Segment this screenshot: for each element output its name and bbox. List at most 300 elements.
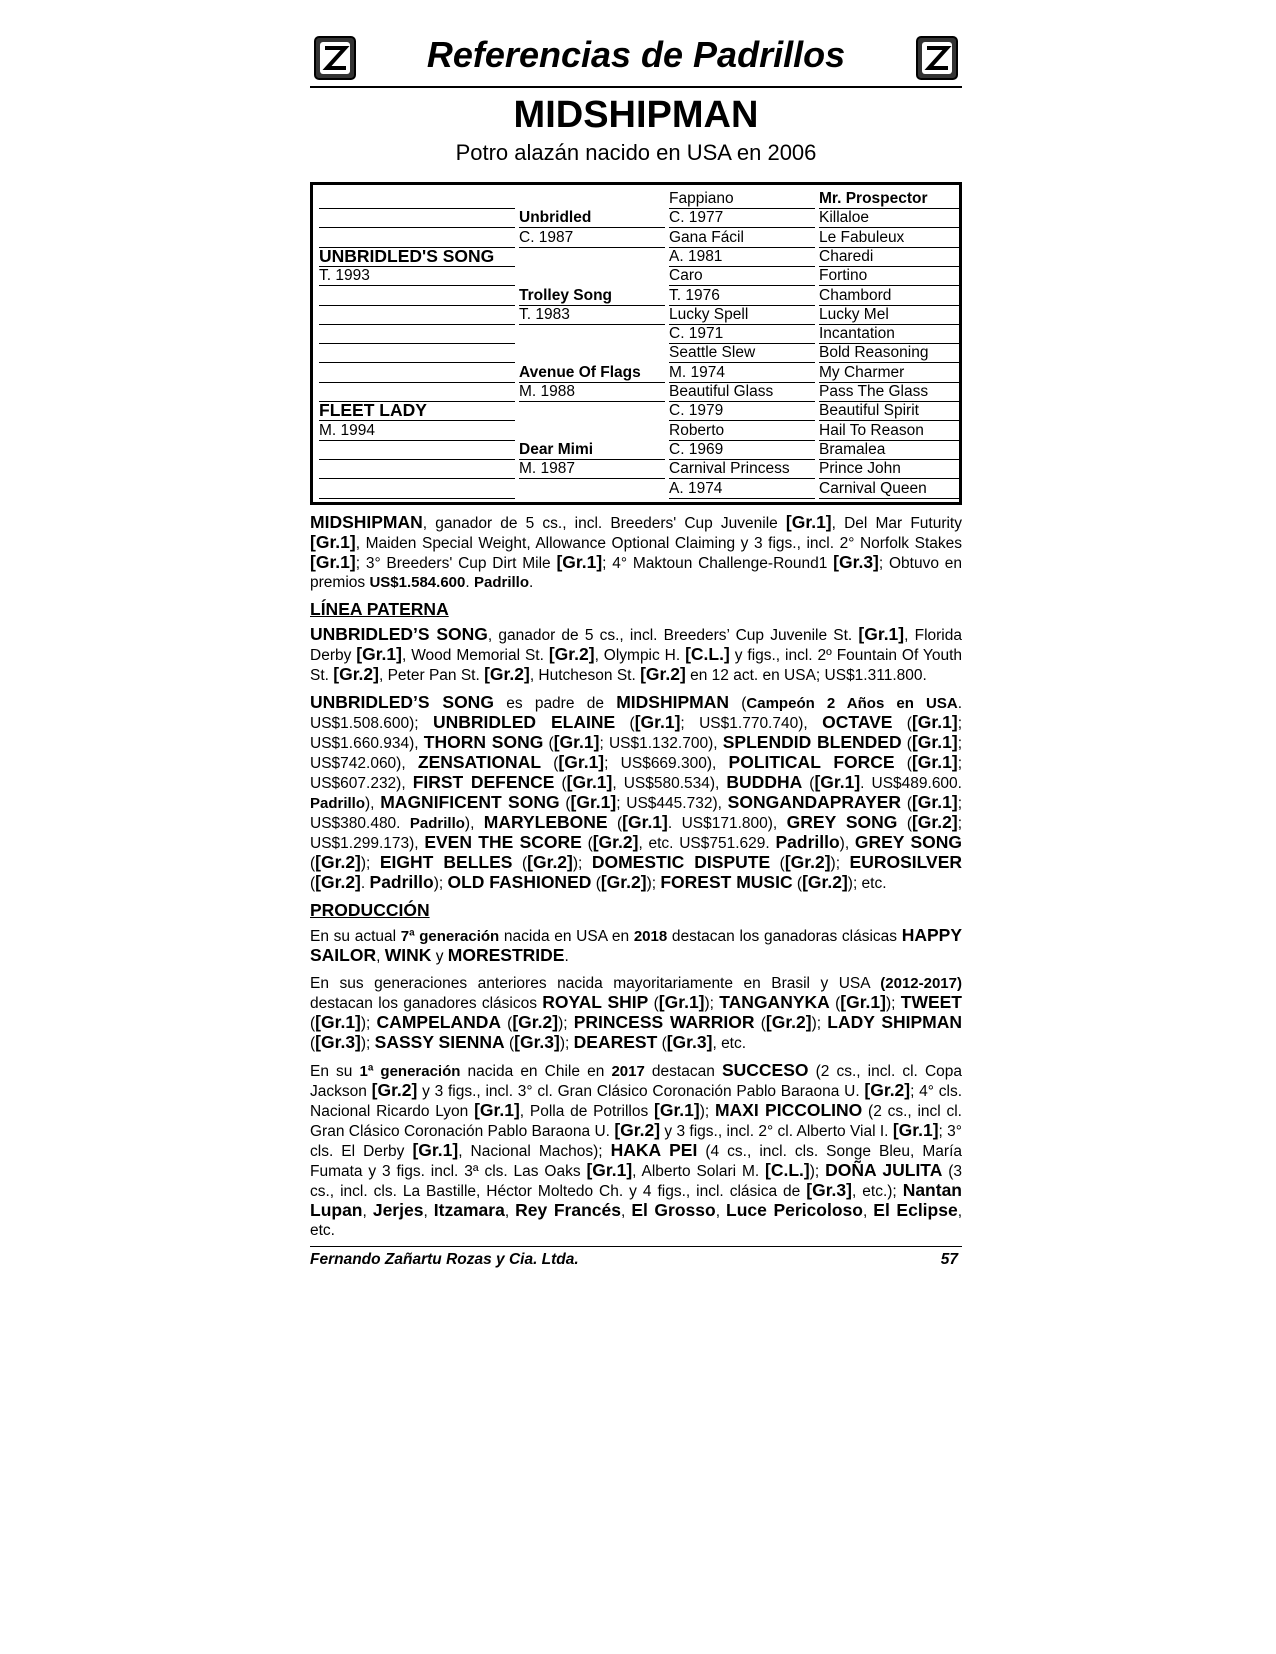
pedigree-cell: Pass The Glass [819, 382, 959, 402]
highlight-text: TWEET [900, 992, 962, 1012]
body-text: ( [310, 1015, 316, 1032]
pedigree-cell: C. 1971 [669, 324, 815, 344]
highlight-text: [Gr.1] [622, 812, 668, 832]
body-text: ), [464, 815, 484, 832]
body-text: , etc.); [851, 1183, 903, 1200]
body-text: . US$489.600. [860, 775, 962, 792]
pedigree-cell: Beautiful Glass [669, 382, 815, 402]
grade-label: [Gr.2] [333, 664, 379, 684]
pedigree-cell: Fappiano [669, 189, 815, 209]
body-text: ), [365, 795, 381, 812]
highlight-text: ROYAL SHIP [542, 992, 649, 1012]
body-text: (2 cs., incl. cl. Copa Jackson [310, 1063, 963, 1100]
pedigree-cell: Carnival Princess [669, 459, 815, 479]
highlight-text: [Gr.2] [765, 1012, 812, 1032]
sire-name: UNBRIDLED’S SONG [310, 624, 488, 644]
highlight-text: GREY SONG [854, 832, 962, 852]
pedigree-cell [319, 305, 515, 325]
grade-label: [Gr.3] [833, 552, 879, 572]
body-text: , [362, 1203, 373, 1220]
record-paragraph [310, 513, 962, 592]
body-text: ); [558, 1015, 574, 1032]
body-text: ; US$669.300), [604, 755, 729, 772]
pedigree-cell: T. 1993 [319, 266, 515, 286]
body-text: ); [572, 855, 592, 872]
highlight-text: TANGANYKA [719, 992, 830, 1012]
pedigree-cell [519, 247, 665, 266]
body-text: ); [433, 875, 448, 892]
body-text: y [431, 948, 448, 965]
body-text: ); [360, 1035, 375, 1052]
pedigree-cell: Trolley Song [519, 286, 665, 306]
body-text: , [376, 948, 385, 965]
highlight-text: MAXI PICCOLINO [714, 1100, 863, 1120]
body-text: ( [554, 775, 567, 792]
production-paragraph-1 [310, 926, 962, 966]
pedigree-cell: M. 1994 [319, 421, 515, 441]
pedigree-cell: Incantation [819, 324, 959, 344]
pedigree-cell [519, 324, 665, 343]
bold-text: 1ª generación [359, 1063, 461, 1080]
highlight-text: Rey Francés [515, 1200, 621, 1220]
pedigree-cell: Lucky Spell [669, 305, 815, 325]
body-text: , [715, 1203, 727, 1220]
grade-label: [Gr.1] [785, 512, 832, 532]
highlight-text: MARYLEBONE [483, 812, 608, 832]
pedigree-cell: Fortino [819, 266, 959, 286]
highlight-text: [Gr.2] [614, 1120, 661, 1140]
highlight-text: Luce Pericoloso [726, 1200, 863, 1220]
body-text: ( [770, 855, 785, 872]
highlight-text: HAPPY SAILOR [310, 925, 963, 965]
body-text: ); [699, 1103, 715, 1120]
pedigree-cell: C. 1987 [519, 228, 665, 248]
body-text: ( [512, 855, 528, 872]
body-text: ); [811, 1015, 828, 1032]
footer-company: Fernando Zañartu Rozas y Cia. Ltda. [310, 1251, 579, 1268]
body-text: y 3 figs., incl. 2° cl. Alberto Vial I. [660, 1123, 893, 1140]
highlight-text: [Gr.1] [412, 1140, 459, 1160]
section-linea-paterna: LÍNEA PATERNA [310, 599, 449, 619]
body-text: ; US$1.299.173), [310, 815, 963, 852]
grade-label: [Gr.1] [356, 644, 402, 664]
body-text: , etc. [712, 1035, 747, 1052]
body-text: , Alberto Solari M. [632, 1163, 766, 1180]
pedigree-cell: Mr. Prospector [819, 189, 959, 209]
body-text: ( [729, 695, 747, 712]
body-text: ; US$1.132.700), [599, 735, 723, 752]
body-text: ( [894, 755, 912, 772]
grade-label: [Gr.1] [310, 552, 356, 572]
highlight-text: SUCCESO [721, 1060, 809, 1080]
highlight-text: BUDDHA [726, 772, 803, 792]
pedigree-cell: Roberto [669, 421, 815, 441]
pedigree-cell [519, 401, 665, 420]
sire-paragraph [310, 625, 962, 685]
highlight-text: Padrillo [369, 872, 434, 892]
highlight-text: MORESTRIDE [447, 945, 565, 965]
pedigree-cell [319, 363, 515, 383]
pedigree-cell [319, 343, 515, 363]
pedigree-row [319, 208, 955, 227]
body-text: . [360, 875, 370, 892]
body-text: ( [541, 755, 559, 772]
sire-text: en 12 act. en USA; US$1.311.800. [685, 667, 927, 684]
highlight-text: [Gr.3] [514, 1032, 560, 1052]
pedigree-cell: Beautiful Spirit [819, 401, 959, 421]
bold-text: 7ª generación [400, 928, 500, 945]
highlight-text: OLD FASHIONED [447, 872, 592, 892]
record-text: , Del Mar Futurity [831, 515, 962, 532]
highlight-text: [Gr.1] [911, 752, 958, 772]
highlight-text: [Gr.1] [570, 792, 617, 812]
body-text: ; US$742.060), [310, 735, 963, 772]
pedigree-cell: Lucky Mel [819, 305, 959, 325]
highlight-text: MAGNIFICENT SONG [380, 792, 560, 812]
body-text: ); [830, 855, 850, 872]
main-text [310, 513, 962, 1240]
highlight-text: El Eclipse [873, 1200, 958, 1220]
highlight-text: [Gr.1] [586, 1160, 633, 1180]
highlight-text: [Gr.2] [315, 872, 361, 892]
body-text: (3 cs., incl. cls. La Bastille, Héctor Moltedo Ch. y 4 figs., incl. clásica de [310, 1163, 962, 1200]
body-text: ); [704, 995, 720, 1012]
highlight-text: [Gr.3] [666, 1032, 713, 1052]
body-text: , etc. [310, 1203, 963, 1239]
highlight-text: [Gr.1] [558, 752, 605, 772]
highlight-text: [Gr.1] [566, 772, 613, 792]
body-text: . [564, 948, 569, 965]
pedigree-cell: Bold Reasoning [819, 343, 959, 363]
pedigree-row [319, 363, 955, 382]
pedigree-cell [519, 421, 665, 440]
page [310, 30, 962, 1248]
highlight-text: EVEN THE SCORE [424, 832, 582, 852]
grade-label: [Gr.1] [310, 532, 356, 552]
body-text: nacida en Chile en [460, 1063, 612, 1080]
page-footer [310, 1246, 962, 1269]
pedigree-cell: M. 1974 [669, 363, 815, 383]
highlight-text: POLITICAL FORCE [728, 752, 895, 772]
sire-text: , ganador de 5 cs., incl. Breeders’ Cup Juvenile St. [487, 627, 859, 644]
body-text: En su actual [310, 928, 401, 945]
body-text: En su [310, 1063, 360, 1080]
bold-text: (2012-2017) [880, 975, 962, 992]
body-text: , [504, 1203, 516, 1220]
bold-text: 2017 [611, 1063, 645, 1080]
highlight-text: [Gr.1] [814, 772, 861, 792]
pedigree-cell: Unbridled [519, 208, 665, 228]
pedigree-cell [319, 324, 515, 344]
highlight-text: Itzamara [433, 1200, 505, 1220]
highlight-text: [Gr.2] [371, 1080, 418, 1100]
highlight-text: [Gr.2] [527, 852, 573, 872]
body-text: ( [802, 775, 815, 792]
highlight-text: Nantan Lupan [310, 1180, 962, 1220]
body-text: ( [829, 995, 841, 1012]
body-text: , US$580.534), [612, 775, 727, 792]
body-text: ( [615, 715, 635, 732]
record-text: ; Obtuvo en premios [310, 555, 963, 591]
pedigree-cell [319, 479, 515, 499]
record-text: , ganador de 5 cs., incl. Breeders' Cup Juvenile [422, 515, 786, 532]
body-text: ; 4° cls. Nacional Ricardo Lyon [310, 1083, 963, 1120]
pedigree-row [319, 286, 955, 305]
pedigree-cell [319, 440, 515, 460]
highlight-text: [Gr.2] [600, 872, 647, 892]
grade-label: [Gr.2] [640, 664, 686, 684]
record-text: . [529, 574, 534, 591]
pedigree-cell [519, 266, 665, 285]
highlight-text: WINK [384, 945, 432, 965]
body-text: ( [581, 835, 593, 852]
grade-label: [C.L.] [685, 644, 730, 664]
body-text: es padre de [493, 695, 617, 712]
body-text: En sus generaciones anteriores nacida mayoritariamente en Brasil y USA [310, 975, 881, 992]
highlight-text: [Gr.2] [864, 1080, 911, 1100]
body-text: (4 cs., incl. cls. Songe Bleu, María Fumata y 3 figs. incl. 3ª cls. Las Oaks [310, 1143, 963, 1180]
pedigree-cell [519, 343, 665, 362]
body-text: ( [310, 1035, 316, 1052]
body-text: ( [543, 735, 554, 752]
highlight-text: FIRST DEFENCE [412, 772, 555, 792]
body-text: ( [504, 1035, 515, 1052]
body-text: ( [591, 875, 601, 892]
highlight-text: [Gr.1] [892, 1120, 939, 1140]
highlight-text: [Gr.1] [654, 1100, 700, 1120]
body-text: ( [648, 995, 659, 1012]
highlight-text: UNBRIDLED ELAINE [432, 712, 616, 732]
pedigree-row [319, 479, 955, 498]
pedigree-cell: Bramalea [819, 440, 959, 460]
highlight-text: Padrillo [775, 832, 840, 852]
pedigree-cell: Le Fabuleux [819, 228, 959, 248]
body-text: ( [559, 795, 571, 812]
body-text: ); [809, 1163, 826, 1180]
grade-label: [Gr.2] [548, 644, 595, 664]
body-text: (2 cs., incl cl. Gran Clásico Coronación Pablo Baraona U. [310, 1103, 962, 1140]
sire-text: y figs., incl. 2º Fountain Of Youth St. [310, 647, 963, 684]
highlight-text: SASSY SIENNA [374, 1032, 505, 1052]
grade-label: [Gr.1] [556, 552, 603, 572]
body-text: ), [839, 835, 855, 852]
body-text: ( [901, 795, 912, 812]
sire-text: , Hutcheson St. [529, 667, 641, 684]
pedigree-row [319, 324, 955, 343]
body-text: ; US$1.770.740), [680, 715, 823, 732]
pedigree-cell: Killaloe [819, 208, 959, 228]
pedigree-cell: Avenue Of Flags [519, 363, 665, 383]
pedigree-row [319, 266, 955, 285]
body-text: ; 3° cls. El Derby [310, 1123, 962, 1160]
padrillo-label: Padrillo [473, 574, 529, 591]
grade-label: [Gr.1] [858, 624, 905, 644]
body-text: ( [901, 735, 912, 752]
body-text: , Polla de Potrillos [519, 1103, 654, 1120]
pedigree-cell: T. 1976 [669, 286, 815, 306]
body-text: ); [646, 875, 661, 892]
highlight-text: SPLENDID BLENDED [722, 732, 902, 752]
header-title: Referencias de Padrillos [426, 34, 846, 75]
pedigree-row [319, 421, 955, 440]
pedigree-cell: FLEET LADY [319, 401, 515, 421]
pedigree-cell: Dear Mimi [519, 440, 665, 460]
page-number: 57 [940, 1251, 958, 1268]
pedigree-cell: Charedi [819, 247, 959, 267]
horse-subtitle: Potro alazán nacido en USA en 2006 [455, 140, 817, 165]
pedigree-cell [319, 208, 515, 228]
bold-text: 2018 [633, 928, 668, 945]
body-text: ( [607, 815, 623, 832]
pedigree-cell: Gana Fácil [669, 228, 815, 248]
bold-text: Padrillo [409, 815, 465, 832]
highlight-text: EUROSILVER [849, 852, 962, 872]
highlight-text: [Gr.1] [911, 792, 958, 812]
body-text: ); [885, 995, 901, 1012]
section-produccion: PRODUCCIÓN [310, 900, 430, 920]
highlight-text: MIDSHIPMAN [616, 692, 729, 712]
pedigree-cell: T. 1983 [519, 305, 665, 325]
body-text: ; US$445.732), [616, 795, 728, 812]
body-text: ( [792, 875, 803, 892]
highlight-text: SONGANDAPRAYER [727, 792, 902, 812]
highlight-text: FOREST MUSIC [660, 872, 793, 892]
body-text: ( [754, 1015, 766, 1032]
pedigree-cell: C. 1977 [669, 208, 815, 228]
pedigree-cell: Caro [669, 266, 815, 286]
highlight-text: [Gr.2] [784, 852, 831, 872]
pedigree-cell: Prince John [819, 459, 959, 479]
pedigree-cell [319, 189, 515, 209]
highlight-text: [Gr.1] [474, 1100, 520, 1120]
highlight-text: UNBRIDLED’S SONG [310, 692, 494, 712]
body-text: , etc. US$751.629. [638, 835, 776, 852]
horse-name-inline: MIDSHIPMAN [310, 512, 423, 532]
highlight-text: DEAREST [573, 1032, 658, 1052]
body-text: . US$1.508.600); [310, 695, 963, 732]
highlight-text: [Gr.1] [634, 712, 681, 732]
body-text: ); [360, 855, 380, 872]
highlight-text: CAMPELANDA [376, 1012, 501, 1032]
highlight-text: GREY SONG [786, 812, 898, 832]
pedigree-cell [319, 228, 515, 248]
bold-text: Campeón 2 Años en USA [746, 695, 958, 712]
highlight-text: THORN SONG [423, 732, 544, 752]
highlight-text: [Gr.2] [592, 832, 639, 852]
pedigree-cell: C. 1969 [669, 440, 815, 460]
body-text: , [620, 1203, 632, 1220]
highlight-text: [Gr.1] [658, 992, 705, 1012]
body-text: ( [657, 1035, 667, 1052]
page-header [310, 30, 962, 88]
highlight-text: [Gr.1] [911, 712, 958, 732]
pedigree-table [310, 182, 962, 505]
body-text: ( [310, 875, 316, 892]
pedigree-row [319, 459, 955, 478]
pedigree-cell [319, 286, 515, 306]
body-text: destacan los ganadores clásicos [310, 995, 543, 1012]
sire-text: , Florida Derby [310, 627, 962, 664]
pedigree-row [319, 247, 955, 266]
highlight-text: [Gr.2] [512, 1012, 559, 1032]
sire-text: , Peter Pan St. [378, 667, 485, 684]
body-text: , Nacional Machos); [458, 1143, 611, 1160]
body-text: y 3 figs., incl. 3° cl. Gran Clásico Coronación Pablo Baraona U. [417, 1083, 865, 1100]
earnings: US$1.584.600 [369, 574, 466, 591]
pedigree-row [319, 189, 955, 208]
pedigree-cell: A. 1981 [669, 247, 815, 267]
body-text: ); [559, 1035, 574, 1052]
sire-text: , Olympic H. [594, 647, 686, 664]
body-text: nacida en USA en [499, 928, 634, 945]
body-text: ; US$380.480. [310, 795, 963, 832]
pedigree-row [319, 440, 955, 459]
highlight-text: ZENSATIONAL [417, 752, 542, 772]
body-text: ); [360, 1015, 377, 1032]
pedigree-cell: A. 1974 [669, 479, 815, 499]
pedigree-row [319, 401, 955, 420]
highlight-text: [C.L.] [765, 1160, 810, 1180]
pedigree-cell: Carnival Queen [819, 479, 959, 499]
progeny-paragraph [310, 693, 962, 893]
pedigree-cell: UNBRIDLED'S SONG [319, 247, 515, 267]
body-text: destacan los ganadoras clásicas [667, 928, 902, 945]
pedigree-cell: M. 1988 [519, 382, 665, 402]
pedigree-cell: Chambord [819, 286, 959, 306]
highlight-text: EIGHT BELLES [379, 852, 513, 872]
body-text: ); etc. [847, 875, 887, 892]
bold-text: Padrillo [310, 795, 366, 812]
grade-label: [Gr.2] [484, 664, 530, 684]
record-text: ; 3° Breeders' Cup Dirt Mile [355, 555, 557, 572]
highlight-text: OCTAVE [822, 712, 893, 732]
highlight-text: HAKA PEI [610, 1140, 698, 1160]
highlight-text: DOMESTIC DISPUTE [591, 852, 771, 872]
body-text: ( [892, 715, 912, 732]
pedigree-row [319, 343, 955, 362]
body-text: ; US$607.232), [310, 755, 963, 792]
highlight-text: [Gr.2] [315, 852, 361, 872]
body-text: ; US$1.660.934), [310, 715, 963, 752]
body-text: ( [897, 815, 912, 832]
horse-name: MIDSHIPMAN [513, 94, 759, 136]
pedigree-cell: C. 1979 [669, 401, 815, 421]
pedigree-cell: My Charmer [819, 363, 959, 383]
highlight-text: [Gr.3] [806, 1180, 852, 1200]
pedigree-cell: Seattle Slew [669, 343, 815, 363]
highlight-text: [Gr.1] [911, 732, 958, 752]
production-paragraph-2 [310, 974, 962, 1053]
pedigree-cell: Hail To Reason [819, 421, 959, 441]
record-text: , Maiden Special Weight, Allowance Optional Claiming y 3 figs., incl. 2° Norfolk Stakes [355, 535, 962, 552]
highlight-text: [Gr.3] [315, 1032, 361, 1052]
highlight-text: [Gr.1] [840, 992, 886, 1012]
pedigree-cell [319, 459, 515, 479]
record-text: ; 4° Maktoun Challenge-Round1 [602, 555, 834, 572]
pedigree-cell [519, 479, 665, 498]
highlight-text: LADY SHIPMAN [827, 1012, 963, 1032]
body-text: ( [310, 855, 316, 872]
body-text: destacan [644, 1063, 722, 1080]
pedigree-row [319, 305, 955, 324]
highlight-text: DOÑA JULITA [825, 1160, 943, 1180]
logo-shield-icon [914, 34, 960, 82]
highlight-text: Jerjes [372, 1200, 424, 1220]
pedigree-cell [319, 382, 515, 402]
sire-text: , Wood Memorial St. [401, 647, 549, 664]
highlight-text: [Gr.1] [553, 732, 600, 752]
body-text: , [862, 1203, 874, 1220]
